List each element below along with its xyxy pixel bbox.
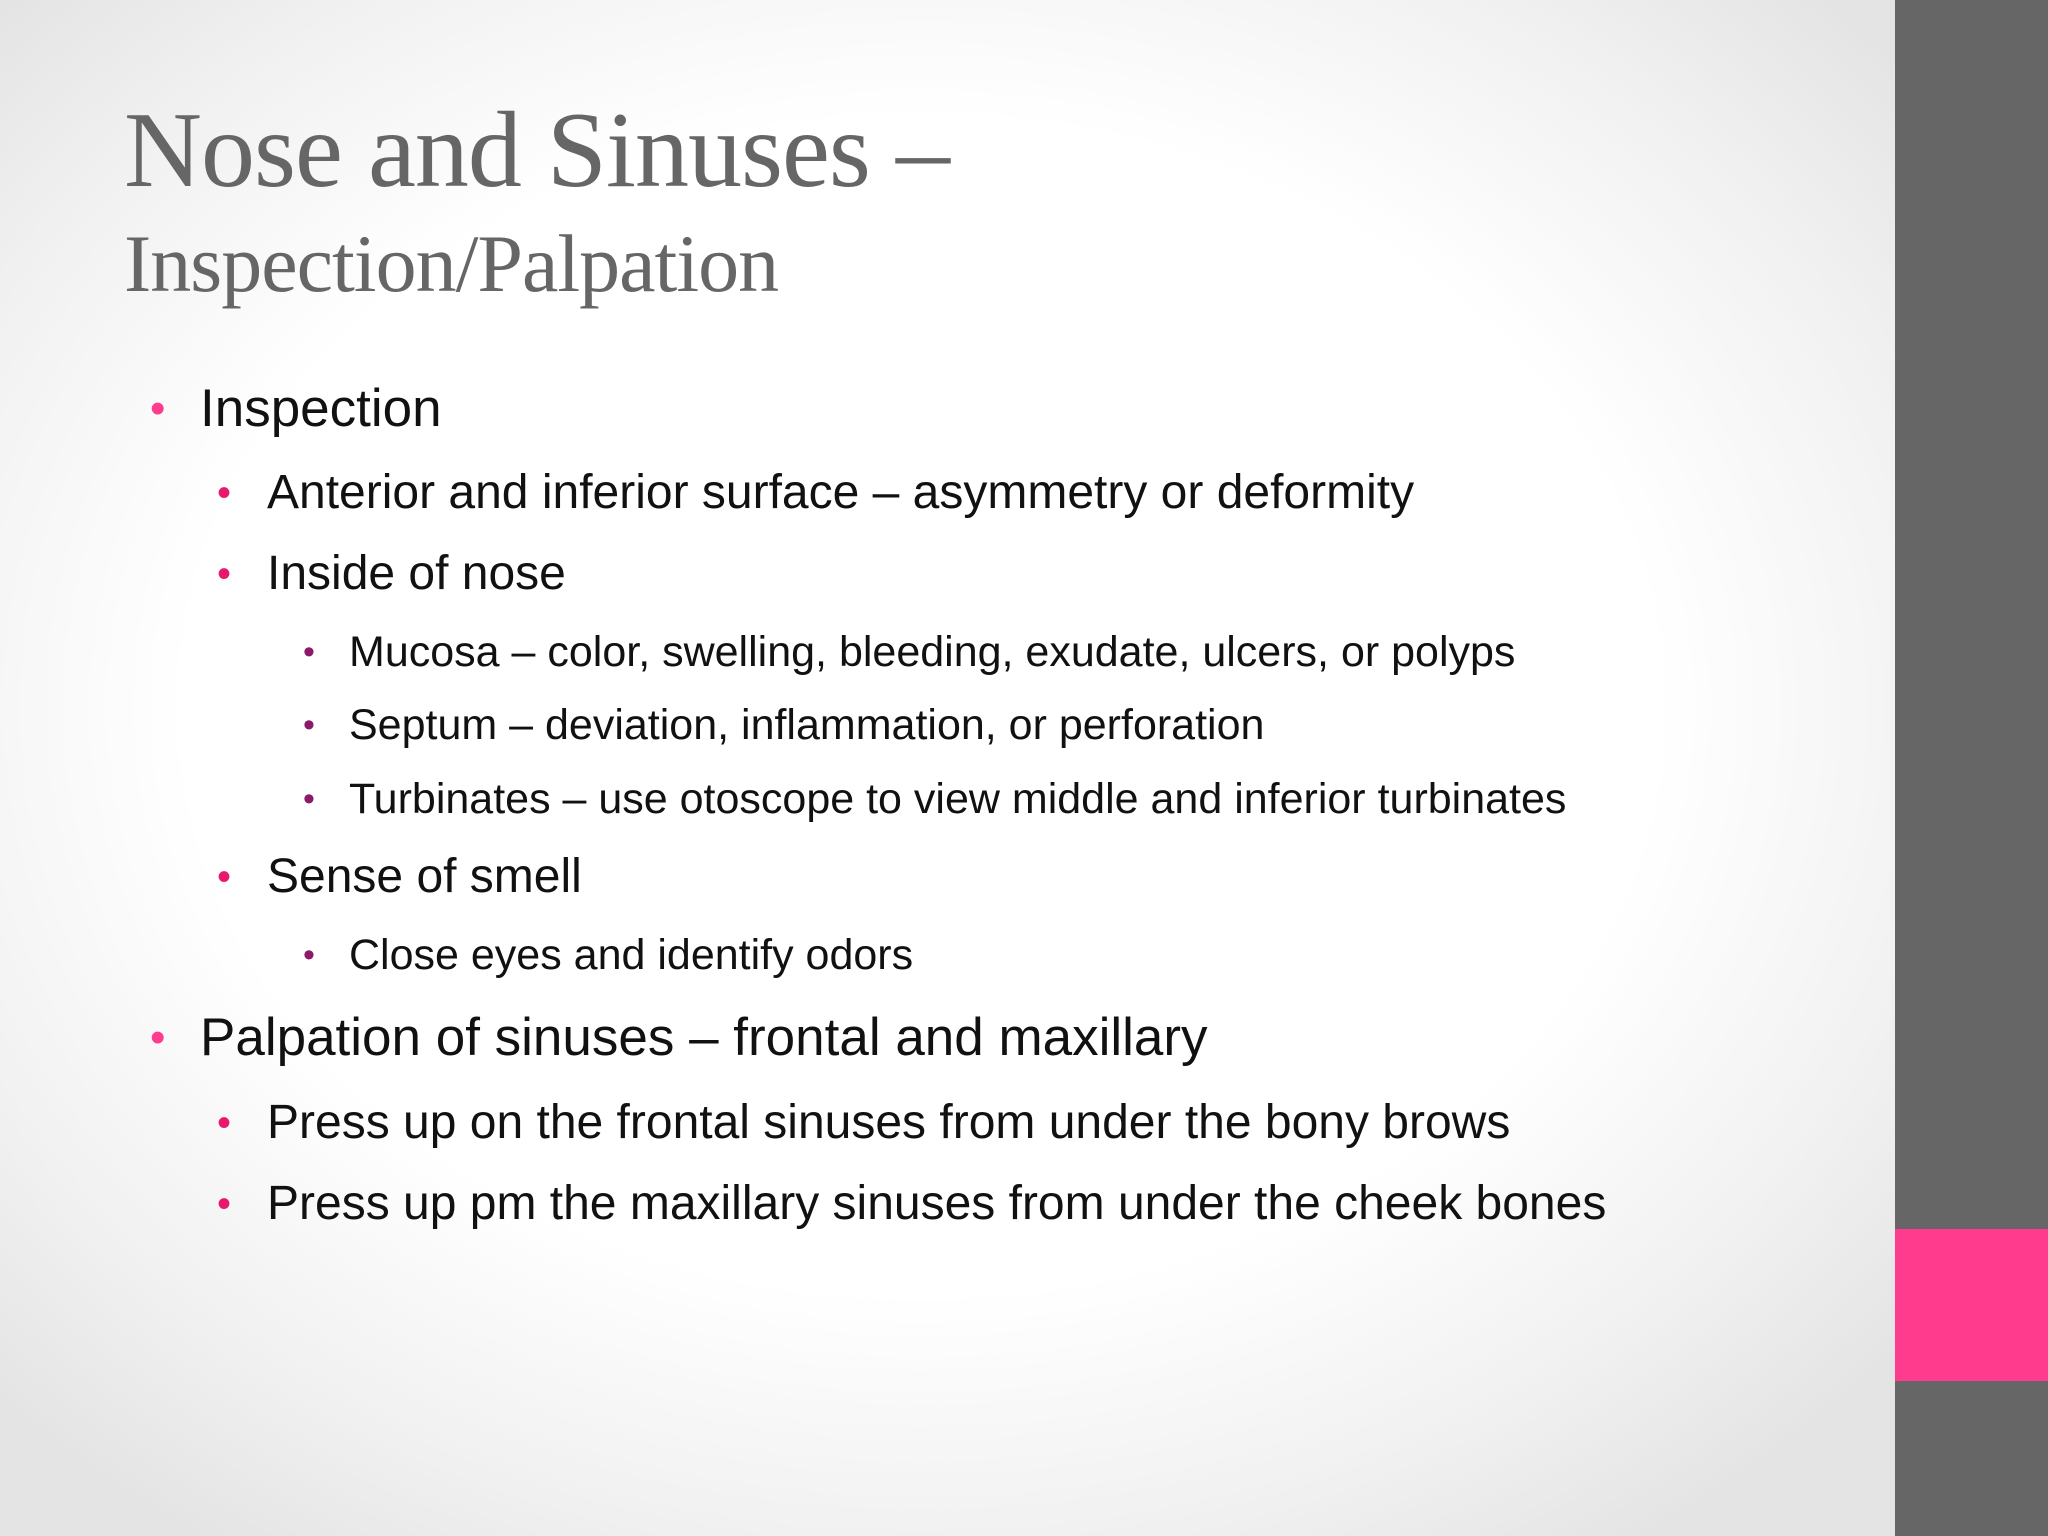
bullet-dot-icon: • [217,1182,232,1226]
bullet-text: Sense of smell [267,850,582,903]
bullet-text: Mucosa – color, swelling, bleeding, exudate, ulcers, or polyps [349,628,1516,676]
bullet-text: Press up on the frontal sinuses from under the bony brows [267,1096,1511,1149]
bullet-frontal-sinuses [217,1094,1511,1152]
bullet-dot-icon: • [217,1101,232,1145]
bullet-turbinates [303,773,1567,825]
bullet-septum [303,699,1265,751]
bullet-dot-icon: • [150,1013,166,1062]
side-accent-decoration [1895,1229,2048,1381]
bullet-text: Inside of nose [267,547,566,600]
bullet-text: Close eyes and identify odors [349,931,914,979]
title-line-2: Inspection/Palpation [124,218,779,309]
bullet-dot-icon: • [303,936,315,974]
bullet-dot-icon: • [303,780,315,818]
bullet-text: Palpation of sinuses – frontal and maxillary [200,1008,1208,1067]
bullet-dot-icon: • [217,552,232,596]
bullet-text: Septum – deviation, inflammation, or perforation [349,701,1265,749]
bullet-dot-icon: • [303,633,315,671]
bullet-inspection [150,377,442,441]
bullet-text: Anterior and inferior surface – asymmetry or deformity [267,466,1415,519]
bullet-mucosa [303,626,1516,678]
bullet-anterior-inferior-surface [217,464,1415,522]
bullet-text: Press up pm the maxillary sinuses from under the cheek bones [267,1177,1607,1230]
bullet-dot-icon: • [217,471,232,515]
bullet-sense-of-smell [217,848,582,906]
bullet-text: Inspection [200,379,442,438]
bullet-inside-of-nose [217,545,566,603]
bullet-maxillary-sinuses [217,1175,1607,1233]
bullet-dot-icon: • [150,384,166,433]
title-line-1: Nose and Sinuses – [124,91,949,210]
bullet-text: Turbinates – use otoscope to view middle and inferior turbinates [349,775,1567,823]
bullet-dot-icon: • [217,855,232,899]
bullet-close-eyes [303,929,914,981]
bullet-palpation-of-sinuses [150,1006,1208,1070]
bullet-dot-icon: • [303,706,315,744]
